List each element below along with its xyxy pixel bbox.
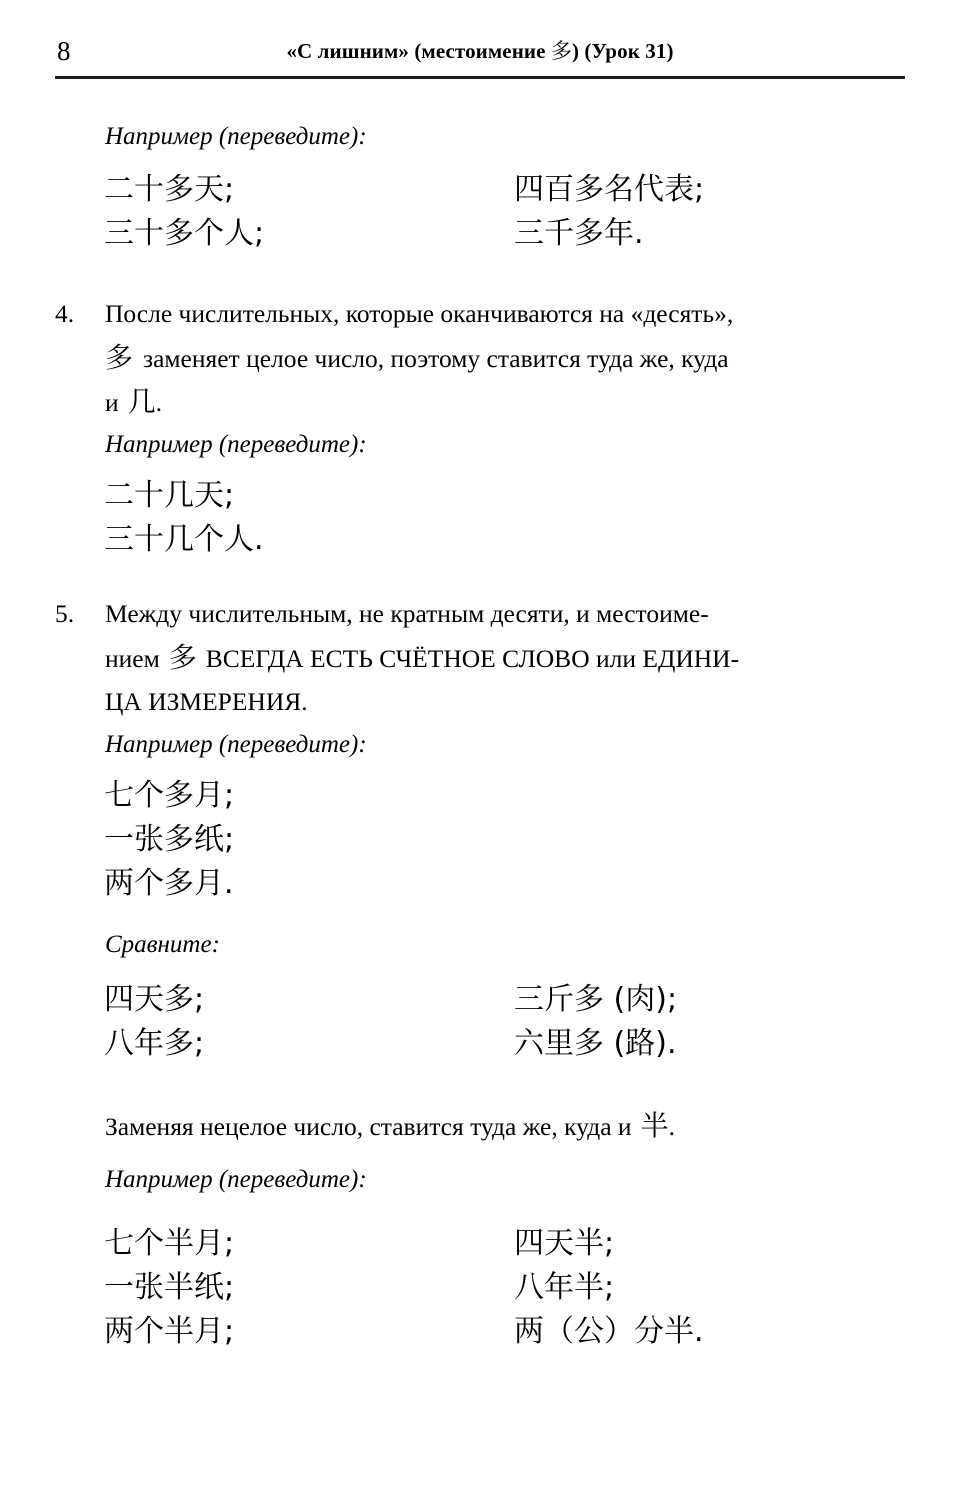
item-4-line-2 bbox=[105, 336, 729, 381]
compare-left-line-1: 四天多; bbox=[104, 982, 205, 1017]
example-half-left-line-2: 一张半纸; bbox=[104, 1270, 235, 1305]
compare-label: Сравните: bbox=[105, 931, 220, 958]
list-number-5: 5. bbox=[55, 599, 75, 628]
example-label-2: Например (переведите): bbox=[105, 431, 367, 458]
example-half-right-line-2: 八年半; bbox=[514, 1270, 615, 1305]
item-4-example-line-2: 三十几个人. bbox=[104, 522, 264, 557]
item-5-example-line-2: 一张多纸; bbox=[104, 822, 235, 857]
item-4-line-3 bbox=[105, 380, 162, 425]
header-title-prefix: «С лишним» (местоимение bbox=[286, 39, 551, 63]
header-title bbox=[55, 34, 905, 68]
item-5-line-2-cjk: 多 bbox=[168, 641, 197, 674]
header-title-cjk: 多 bbox=[550, 39, 572, 63]
item-4-line-3-suffix: . bbox=[155, 388, 163, 417]
compare-left-line-2: 八年多; bbox=[104, 1026, 205, 1061]
item-5-line-2-prefix: нием bbox=[105, 644, 160, 673]
example-label-1: Например (переведите): bbox=[105, 123, 367, 150]
example-label-4: Например (переведите): bbox=[105, 1166, 367, 1193]
note-text-suffix: . bbox=[668, 1112, 675, 1141]
item-5-line-3: ЦА ИЗМЕРЕНИЯ. bbox=[105, 687, 308, 716]
example-label-3: Например (переведите): bbox=[105, 731, 367, 758]
example-half-left-line-3: 两个半月; bbox=[104, 1314, 235, 1349]
compare-right-line-2: 六里多 (路). bbox=[514, 1026, 677, 1061]
example-1-right-line-2: 三千多年. bbox=[514, 216, 644, 251]
note-cjk: 半 bbox=[640, 1109, 669, 1142]
example-1-right-line-1: 四百多名代表; bbox=[514, 172, 705, 207]
page-header bbox=[55, 34, 905, 78]
item-4-line-2-text: заменяет целое число, поэтому ставится туда же, куда bbox=[143, 344, 729, 373]
header-divider bbox=[55, 76, 905, 79]
item-4-example-line-1: 二十几天; bbox=[104, 478, 235, 513]
item-5-line-2-text: ВСЕГДА ЕСТЬ СЧЁТНОЕ СЛОВО или ЕДИНИ- bbox=[205, 644, 740, 673]
item-5-line-1: Между числительным, не кратным десяти, и местоиме- bbox=[105, 599, 709, 628]
example-1-left-line-2: 三十多个人; bbox=[104, 216, 265, 251]
list-number-4: 4. bbox=[55, 299, 75, 328]
item-5-example-line-1: 七个多月; bbox=[104, 778, 235, 813]
compare-right-line-1: 三斤多 (肉); bbox=[514, 982, 678, 1017]
example-half-right-line-1: 四天半; bbox=[514, 1226, 615, 1261]
header-title-suffix: ) (Урок 31) bbox=[571, 39, 674, 63]
page-number: 8 bbox=[57, 36, 71, 66]
item-4-line-2-cjk: 多 bbox=[105, 341, 134, 374]
item-4-line-1: После числительных, которые оканчиваются на «десять», bbox=[105, 299, 734, 328]
item-5-line-2 bbox=[105, 636, 739, 681]
example-half-left-line-1: 七个半月; bbox=[104, 1226, 235, 1261]
note-line bbox=[105, 1104, 675, 1149]
item-4-line-3-prefix: и bbox=[105, 388, 119, 417]
item-5-example-line-3: 两个多月. bbox=[104, 866, 234, 901]
note-text-prefix: Заменяя нецелое число, ставится туда же, куда и bbox=[105, 1112, 632, 1141]
example-half-right-line-3: 两（公）分半. bbox=[514, 1314, 704, 1349]
example-1-left-line-1: 二十多天; bbox=[104, 172, 235, 207]
item-4-line-3-cjk: 几 bbox=[127, 385, 156, 418]
